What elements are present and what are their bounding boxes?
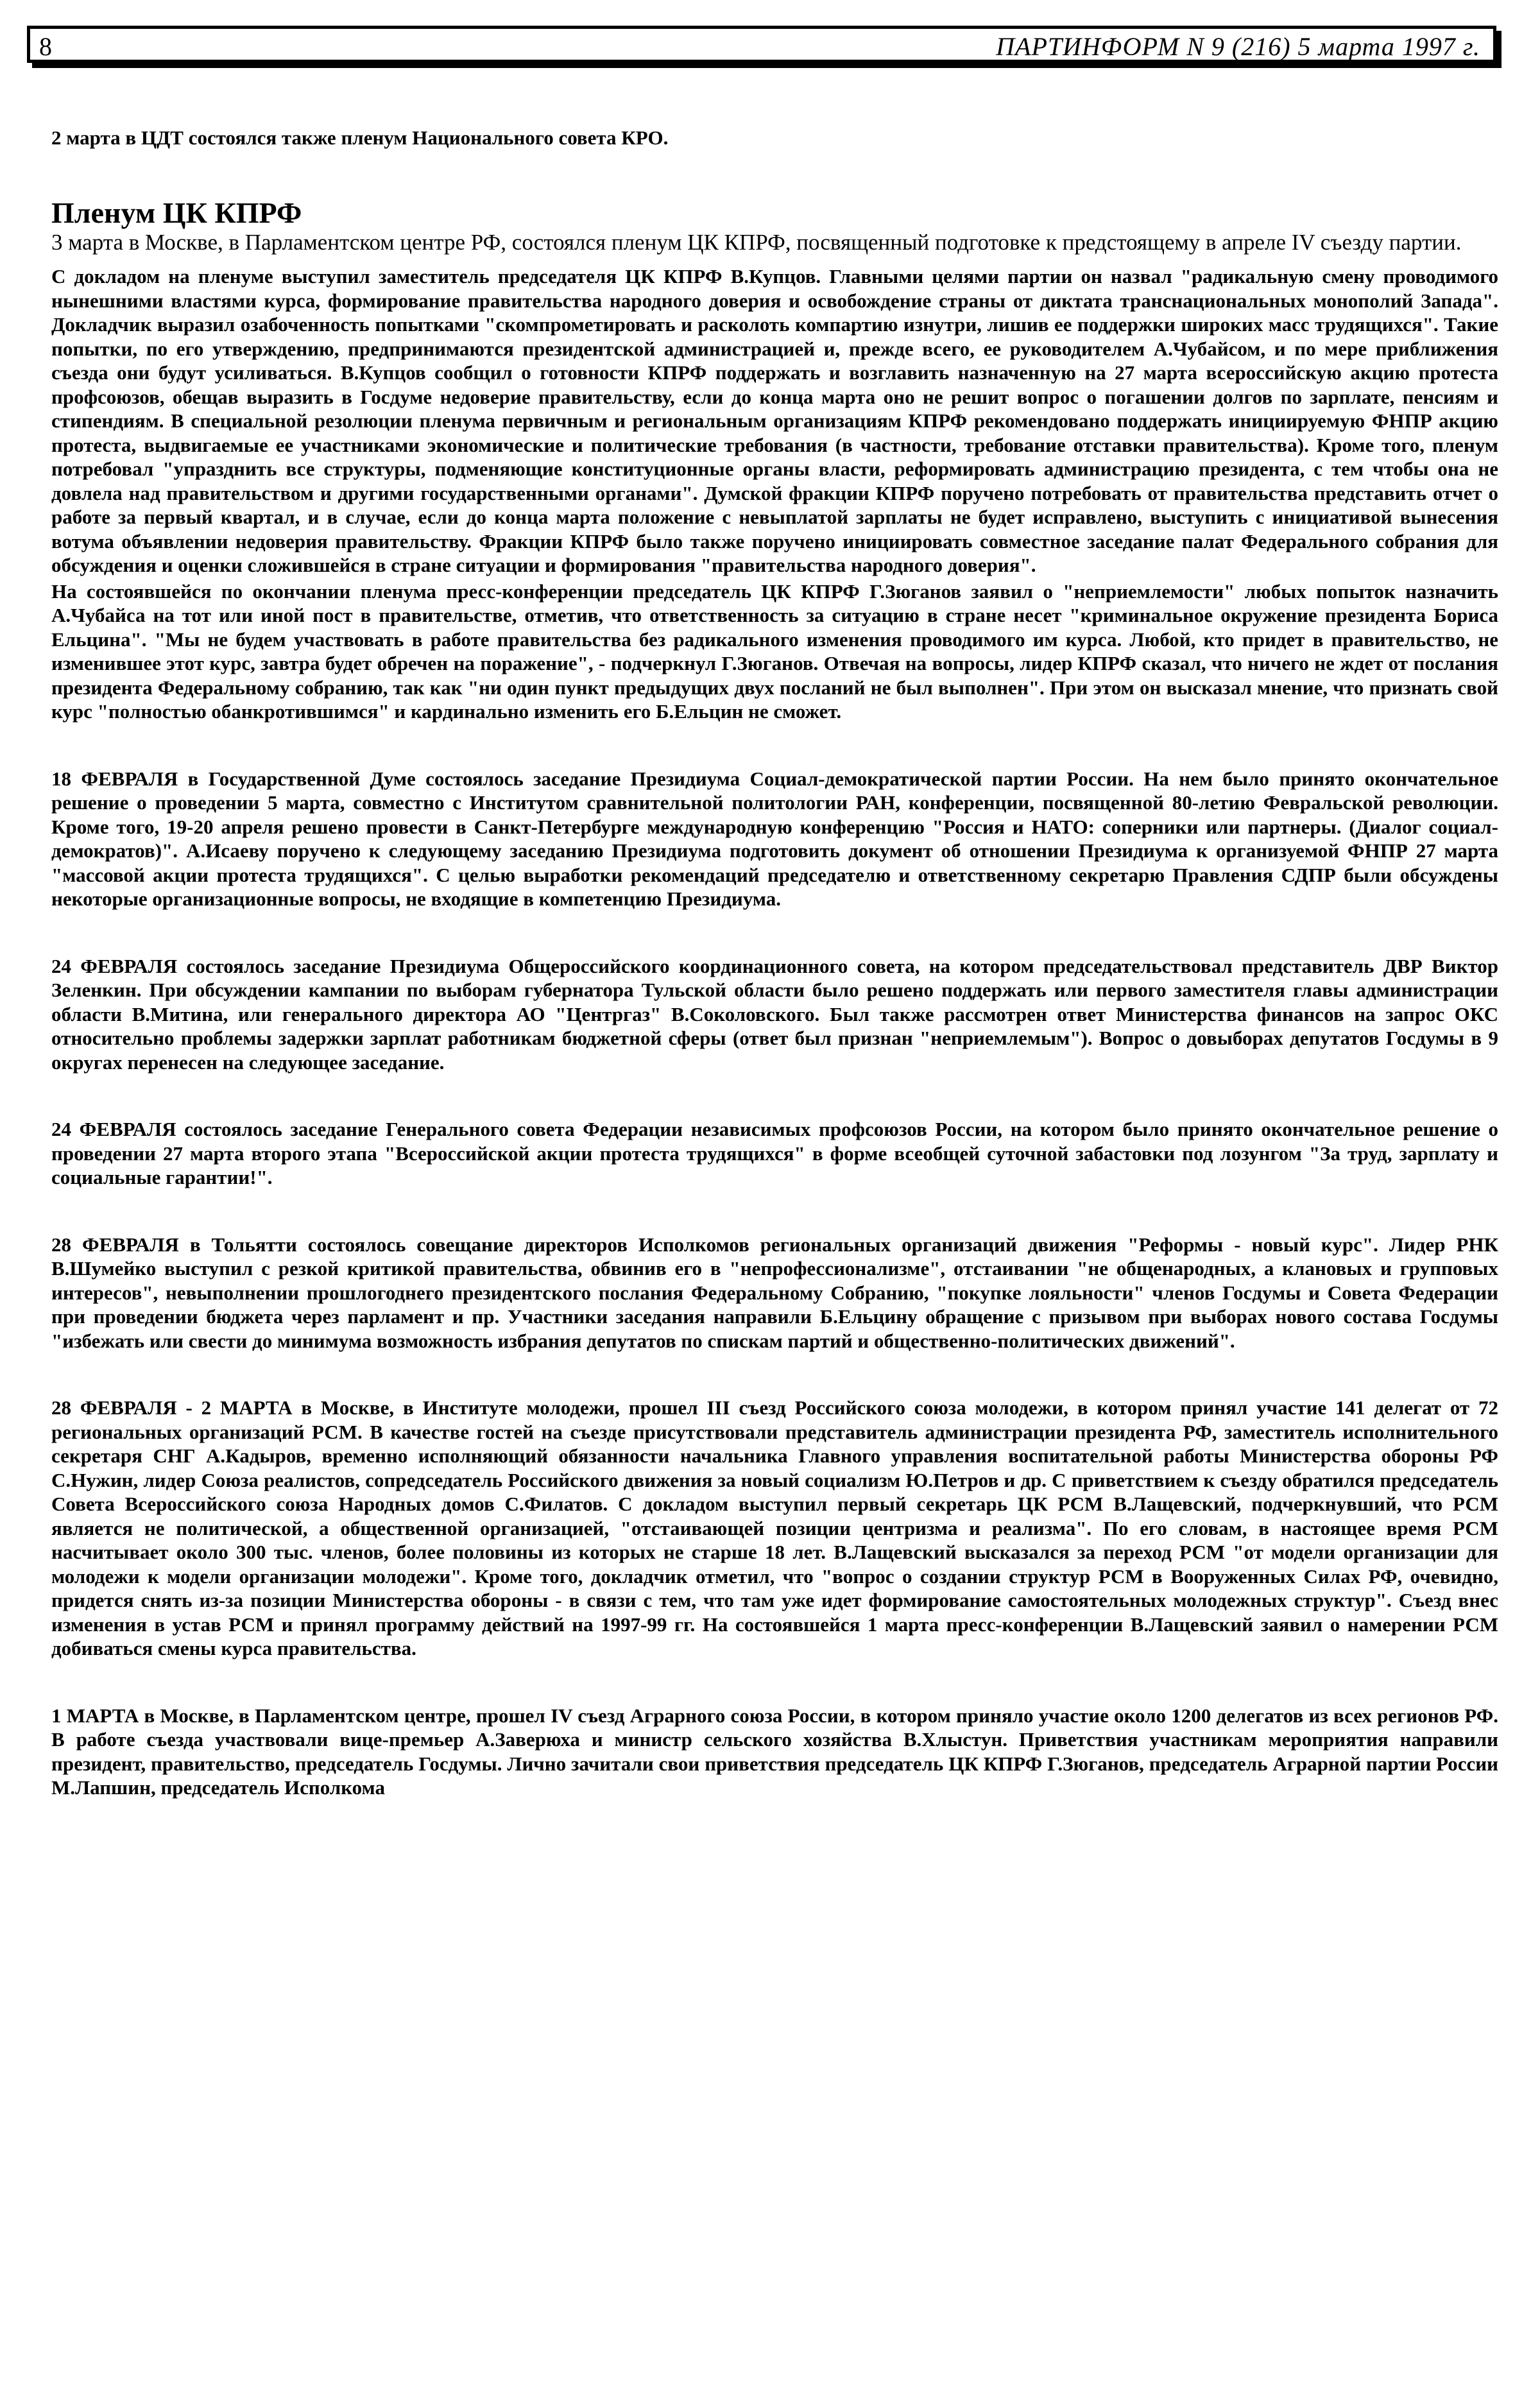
page-header <box>27 26 1496 63</box>
news-item: 24 ФЕВРАЛЯ состоялось заседание Генерального совета Федерации независимых профсоюзов России, на котором было принято окончательное решение о проведении 27 марта второго этапа "Всероссийской акции протеста трудящихся" в форме всеобщей суточной забастовки под лозунгом "За труд, зарплату и социальные гарантии!". <box>51 1118 1498 1188</box>
news-item: 28 ФЕВРАЛЯ в Тольятти состоялось совещание директоров Исполкомов региональных организаций движения "Реформы - новый курс". Лидер РНК В.Шумейко выступил с резкой критикой правительства, обвинив его в "непрофессионализме", отстаивании "не общенародных, а клановых и групповых интересов", невыполнении прошлогоднего президентского послания Федеральному Собранию, "покупке лояльности" членов Госдумы и Совета Федерации при проведении бюджета через парламент и пр. Участники заседания направили Б.Ельцину обращение с призывом при выборах нового состава Госдумы "избежать или свести до минимума возможность избрания депутатов по спискам партий и общественно-политических движений". <box>51 1233 1498 1352</box>
section-title: Пленум ЦК КПРФ <box>51 196 302 229</box>
news-item: 28 ФЕВРАЛЯ - 2 МАРТА в Москве, в Институте молодежи, прошел III съезд Российского союза молодежи, в котором принял участие 141 делегат от 72 региональных организаций РСМ. В качестве гостей на съезде присутствовали представитель администрации президента РФ, заместитель исполнительного секретаря СНГ А.Кадыров, временно исполняющий обязанности начальника Главного управления воспитательной работы Министерства обороны РФ С.Нужин, лидер Союза реалистов, сопредседатель Российского движения за новый социализм Ю.Петров и др. С приветствием к съезду обратился председатель Совета Всероссийского союза Народных домов С.Филатов. С докладом выступил первый секретарь ЦК РСМ В.Лащевский, подчеркнувший, что РСМ является не политической, а общественной организацией, "отстаивающей позиции центризма и реализма". По его словам, в настоящее время РСМ насчитывает около 300 тыс. членов, более половины из которых не старше 18 лет. В.Лащевский высказался за переход РСМ "от модели организации для молодежи к модели организации молодежи". Кроме того, докладчик отметил, что "вопрос о создании структур РСМ в Вооруженных Силах РФ, очевидно, придется снять из-за позиции Министерства обороны - в связи с тем, что там уже идет формирование самостоятельных молодежных структур". Съезд внес изменения в устав РСМ и принял программу действий на 1997-99 гг. На состоявшейся 1 марта пресс-конференции В.Лащевский заявил о намерении РСМ добиваться смены курса правительства. <box>51 1396 1498 1659</box>
issue-title: ПАРТИНФОРМ N 9 (216) 5 марта 1997 г. <box>996 32 1480 61</box>
news-item: 24 ФЕВРАЛЯ состоялось заседание Президиума Общероссийского координационного совета, на котором председательствовал представитель ДВР Виктор Зеленкин. При обсуждении кампании по выборам губернатора Тульской области было решено поддержать или первого заместителя главы администрации области В.Митина, или генерального директора АО "Центргаз" В.Соколовского. Был также рассмотрен ответ Министерства финансов на запрос ОКС относительно проблемы задержки зарплат работникам бюджетной сферы (ответ был признан "неприемлемым"). Вопрос о довыборах депутатов Госдумы в 9 округах перенесен на следующее заседание. <box>51 954 1498 1074</box>
section-paragraph: На состоявшейся по окончании пленума пресс-конференции председатель ЦК КПРФ Г.Зюганов заявил о "неприемлемости" любых попыток назначить А.Чубайса на тот или иной пост в правительстве, отметив, что ответственность за ситуацию в стране несет "криминальное окружение президента Бориса Ельцина". "Мы не будем участвовать в работе правительства без радикального изменения проводимого им курса. Любой, кто придет в правительство, не изменившее этот курс, завтра будет обречен на поражение", - подчеркнул Г.Зюганов. Отвечая на вопросы, лидер КПРФ сказал, что ничего не ждет от послания президента Федеральному собранию, так как "ни один пункт предыдущих двух посланий не был выполнен". При этом он высказал мнение, что признать свой курс "полностью обанкротившимся" и кардинально изменить его Б.Ельцин не сможет. <box>51 579 1498 723</box>
article-body <box>51 126 1498 1800</box>
page-number: 8 <box>39 32 52 61</box>
intro-note: 2 марта в ЦДТ состоялся также пленум Национального совета КРО. <box>51 126 669 149</box>
news-item: 18 ФЕВРАЛЯ в Государственной Думе состоялось заседание Президиума Социал-демократической партии России. На нем было принято окончательное решение о проведении 5 марта, совместно с Институтом сравнительной политологии РАН, конференции, посвященной 80-летию Февральской революции. Кроме того, 19-20 апреля решено провести в Санкт-Петербурге международную конференцию "Россия и НАТО: соперники или партнеры. (Диалог социал-демократов)". А.Исаеву поручено к следующему заседанию Президиума подготовить документ об отношении Президиума к организуемой ФНПР 27 марта "массовой акции протеста трудящихся". С целью выработки рекомендаций председателю и ответственному секретарю Правления СДПР были обсуждены некоторые организационные вопросы, не входящие в компетенцию Президиума. <box>51 767 1498 910</box>
news-item: 1 МАРТА в Москве, в Парламентском центре, прошел IV съезд Аграрного союза России, в котором приняло участие около 1200 делегатов из всех регионов РФ. В работе съезда участвовали вице-премьер А.Заверюха и министр сельского хозяйства В.Хлыстун. Приветствия участникам мероприятия направили президент, правительство, председатель Госдумы. Лично зачитали свои приветствия председатель ЦК КПРФ Г.Зюганов, председатель Аграрной партии России М.Лапшин, председатель Исполкома <box>51 1704 1498 1799</box>
section-paragraph: С докладом на пленуме выступил заместитель председателя ЦК КПРФ В.Купцов. Главными целями партии он назвал "радикальную смену проводимого нынешними властями курса, формирование правительства народного доверия и освобождение страны от диктата транснациональных монополий Запада". Докладчик выразил озабоченность попытками "скомпрометировать и расколоть компартию изнутри, лишив ее поддержки широких масс трудящихся". Такие попытки, по его утверждению, предпринимаются президентской администрацией и, прежде всего, ее руководителем А.Чубайсом, и по мере приближения съезда они будут усиливаться. В.Купцов сообщил о готовности КПРФ поддержать и возглавить назначенную на 27 марта всероссийскую акцию протеста профсоюзов, обещав выразить в Госдуме недоверие правительству, если до конца марта оно не решит вопрос о погашении долгов по зарплате, пенсиям и стипендиям. В специальной резолюции пленума первичным и региональным организациям КПРФ рекомендовано поддержать инициируемую ФНПР акцию протеста, выдвигаемые ее участниками экономические и политические требования (в частности, требование отставки правительства). Кроме того, пленум потребовал "упразднить все структуры, подменяющие конституционные органы власти, реформировать администрацию президента, с тем чтобы она не довлела над правительством и другими государственными органами". Думской фракции КПРФ поручено потребовать от правительства представить отчет о работе за первый квартал, и в случае, если до конца марта положение с невыплатой зарплаты не будет исправлено, выступить с инициативой вынесения вотума объявлении недоверия правительству. Фракции КПРФ было также поручено инициировать совместное заседание палат Федерального собрания для обсуждения и оценки сложившейся в стране ситуации и формирования "правительства народного доверия". <box>51 265 1498 576</box>
section-lead: 3 марта в Москве, в Парламентском центре РФ, состоялся пленум ЦК КПРФ, посвященный подготовке к предстоящему в апреле IV съезду партии. <box>51 230 1462 255</box>
